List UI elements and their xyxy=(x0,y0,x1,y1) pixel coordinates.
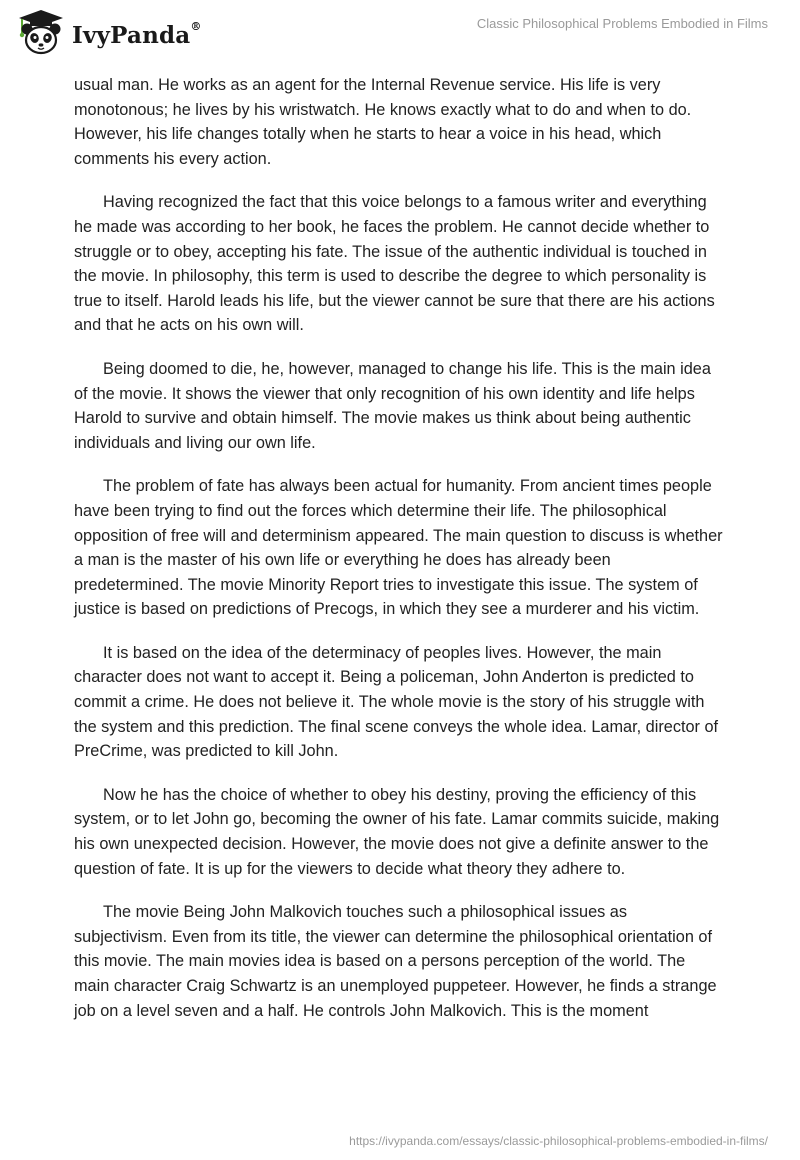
paragraph-3: Being doomed to die, he, however, managed to change his life. This is the main idea of the movie. It shows the viewer that only recognition of his own identity and life helps Harold to survive and obtain himself. The movie makes us think about being authentic individuals and living our own life. xyxy=(74,359,711,452)
paragraph-6: Now he has the choice of whether to obey his destiny, proving the efficiency of this system, or to let John go, becoming the owner of his fate. Lamar commits suicide, making his own unexpected decision. However, the movie does not give a definite answer to the question of fate. It is up for the viewers to decide what theory they adhere to. xyxy=(74,785,720,878)
paragraph-4: The problem of fate has always been actual for humanity. From ancient times people have been trying to find out the forces which determine their life. The philosophical opposition of free will and determinism appeared. The main question to discuss is whether a man is the master of his own life or everything he does has already been predetermined. The movie Minority Report tries to investigate this issue. The system of justice is based on predictions of Precogs, in which they see a murderer and his victim. xyxy=(74,477,723,619)
document-title: Classic Philosophical Problems Embodied in Films xyxy=(476,16,768,31)
page-header xyxy=(0,0,800,70)
essay-body xyxy=(74,73,724,1042)
paragraph-1: usual man. He works as an agent for the Internal Revenue service. His life is very monotonous; he lives by his wristwatch. He knows exactly what to do and when to do. However, his life changes totally when he starts to hear a voice in his head, which comments his every action. xyxy=(74,76,692,168)
paragraph-5: It is based on the idea of the determinacy of peoples lives. However, the main character does not want to accept it. Being a policeman, John Anderton is predicted to commit a crime. He does not believe it. The whole movie is the story of his struggle with the system and this prediction. The final scene conveys the whole idea. Lamar, director of PreCrime, was predicted to kill John. xyxy=(74,643,719,761)
logo[interactable] xyxy=(14,8,202,56)
source-url-link[interactable]: https://ivypanda.com/essays/classic-philosophical-problems-embodied-in-films/ xyxy=(349,1134,768,1148)
logo-wordmark: IvyPanda® xyxy=(72,19,202,49)
panda-logo-icon xyxy=(14,8,68,56)
paragraph-2: Having recognized the fact that this voice belongs to a famous writer and everything he made was according to her book, he faces the problem. He cannot decide whether to struggle or to obey, accepting his fate. The issue of the authentic individual is touched in the movie. In philosophy, this term is used to describe the degree to which personality is true to itself. Harold leads his life, but the viewer cannot be sure that there are his actions and that he acts on his own will. xyxy=(74,193,715,335)
paragraph-7: The movie Being John Malkovich touches such a philosophical issues as subjectivism. Even from its title, the viewer can determine the philosophical orientation of this movie. The main movies idea is based on a persons perception of the world. The main character Craig Schwartz is an unemployed puppeteer. However, he finds a strange job on a level seven and a half. He controls John Malkovich. This is the moment xyxy=(74,903,717,1020)
registered-mark: ® xyxy=(190,19,202,33)
